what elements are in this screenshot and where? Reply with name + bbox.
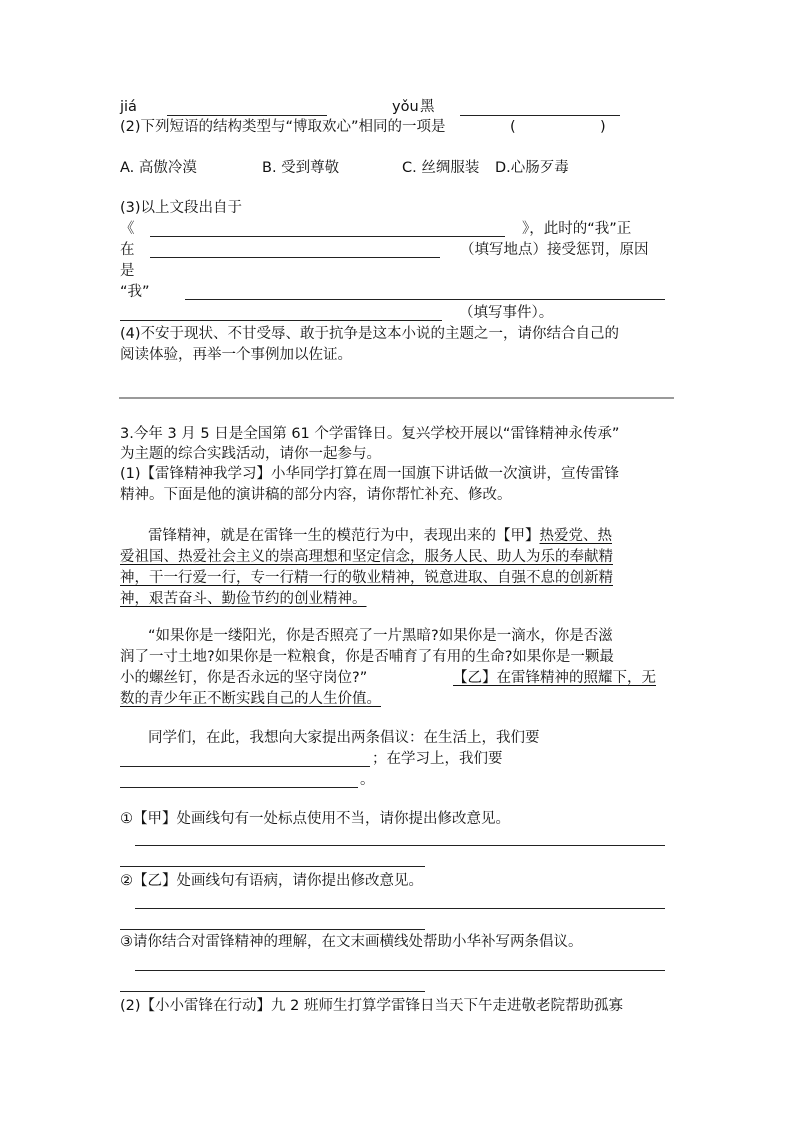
task-2-answer-line-1[interactable]: [135, 908, 665, 909]
proposal-blank-study[interactable]: [120, 787, 358, 788]
sub-question-3-intro: (3)以上文段出自于: [120, 200, 243, 216]
underlined-sentence-jia-line2: 爱祖国、热爱社会主义的崇高理想和坚定信念，服务人民、助人为乐的奉献精: [120, 549, 613, 565]
q3-sub1-line1: (1)【雷锋精神我学习】小华同学打算在周一国旗下讲话做一次演讲，宣传雷锋: [120, 466, 620, 482]
underlined-sentence-yi: 【乙】在雷锋精神的照耀下，无: [453, 670, 656, 686]
speech-p1-line1: [148, 527, 612, 547]
section-divider: [119, 397, 674, 399]
speech-p3-line1: 同学们，在此，我想向大家提出两条倡议：在生活上，我们要: [148, 730, 540, 746]
pinyin-jia: jiá: [120, 99, 137, 115]
speech-p1-line1-plain: 雷锋精神，就是在雷锋一生的模范行为中，表现出来的【甲】: [148, 528, 540, 544]
task-3-answer-line-2[interactable]: [120, 991, 425, 992]
option-a: A. 高傲冷漠: [120, 160, 197, 176]
underlined-sentence-jia: 热爱党、热: [539, 528, 612, 544]
book-title-blank[interactable]: [150, 236, 505, 237]
q3-sub1-line2: 精神。下面是他的演讲稿的部分内容，请你帮忙补充、修改。: [120, 487, 512, 503]
q3-sub2-line1: (2)【小小雷锋在行动】九 2 班师生打算学雷锋日当天下午走进敬老院帮助孤寡: [120, 998, 623, 1014]
speech-p3-end: 。: [360, 772, 375, 788]
choice-answer-slot[interactable]: [522, 134, 592, 135]
speech-p2-line3-plain: 小的螺丝钉，你是否永远的坚守岗位?”: [120, 670, 368, 686]
pinyin-you-char: 黑: [420, 99, 435, 115]
underlined-sentence-yi-line2: 数的青少年正不断实践自己的人生价值。: [120, 691, 381, 707]
answer-blank-you[interactable]: [460, 115, 620, 116]
task-2-prompt: ②【乙】处画线句有语病，请你提出修改意见。: [120, 873, 423, 889]
place-blank[interactable]: [150, 257, 440, 258]
book-title-close: 》，此时的“我”正: [522, 221, 632, 237]
sub-question-2-stem: (2)下列短语的结构类型与“博取欢心”相同的一项是: [120, 119, 446, 135]
sub-question-4-line1: (4)不安于现状、不甘受辱、敢于抗争是这本小说的主题之一，请你结合自己的: [120, 326, 620, 342]
option-b: B. 受到尊敬: [262, 160, 340, 176]
task-3-prompt: ③请你结合对雷锋精神的理解，在文末画横线处帮助小华补写两条倡议。: [120, 934, 583, 950]
task-3-answer-line-1[interactable]: [135, 970, 665, 971]
answer-blank-jia[interactable]: [167, 115, 327, 116]
place-hint: （填写地点）接受惩罚，原因: [460, 242, 649, 258]
task-1-answer-line-1[interactable]: [135, 845, 665, 846]
wo-label: “我”: [120, 284, 150, 300]
speech-p2-line2: 润了一寸土地?如果你是一粒粮食，你是否哺育了有用的生命?如果你是一颗最: [120, 649, 614, 665]
option-c: C. 丝绸服装: [402, 160, 480, 176]
shi-label: 是: [120, 263, 135, 279]
event-blank-1[interactable]: [185, 299, 665, 300]
paren-close: ): [600, 119, 606, 135]
book-title-open: 《: [120, 221, 135, 237]
q3-intro-line2: 为主题的综合实践活动，请你一起参与。: [120, 446, 381, 462]
proposal-blank-life[interactable]: [120, 766, 370, 767]
event-hint: （填写事件）。: [459, 305, 554, 321]
sub-question-4-line2: 阅读体验，再举一个事例加以佐证。: [120, 347, 352, 363]
task-1-answer-line-2[interactable]: [120, 866, 425, 867]
option-d: D.心肠歹毒: [495, 160, 569, 176]
pinyin-you: yǒu: [392, 99, 419, 115]
event-blank-2[interactable]: [120, 320, 442, 321]
speech-p3-mid: ；在学习上，我们要: [372, 751, 503, 767]
underlined-sentence-jia-line3: 神，干一行爱一行，专一行精一行的敬业精神，锐意进取、自强不息的创新精: [120, 570, 613, 586]
paren-open: (: [510, 119, 516, 135]
q3-intro-line1: 3.今年 3 月 5 日是全国第 61 个学雷锋日。复兴学校开展以“雷锋精神永传承”: [120, 426, 620, 442]
task-2-answer-line-2[interactable]: [120, 929, 425, 930]
task-1-prompt: ①【甲】处画线句有一处标点使用不当，请你提出修改意见。: [120, 811, 510, 827]
zai-label: 在: [120, 242, 135, 258]
underlined-sentence-jia-line4: 神，艰苦奋斗、勤俭节约的创业精神。: [120, 591, 367, 607]
speech-p2-line1: “如果你是一缕阳光，你是否照亮了一片黑暗?如果你是一滴水，你是否滋: [148, 628, 613, 644]
